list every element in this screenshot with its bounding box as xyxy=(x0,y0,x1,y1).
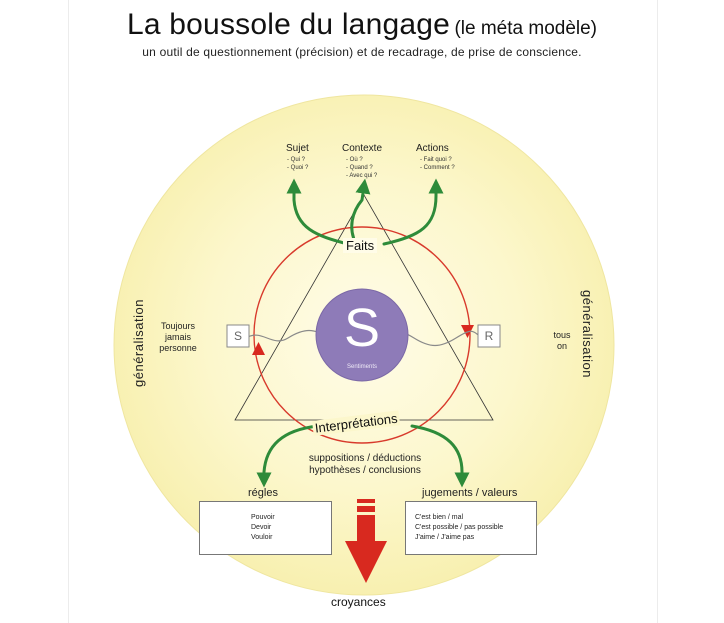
title-main: La boussole du langage xyxy=(126,8,450,41)
generalisation-left: généralisation xyxy=(131,299,146,387)
category-contexte-label: Contexte xyxy=(342,143,383,154)
category-actions-questions xyxy=(420,156,455,172)
generalisation-right: généralisation xyxy=(580,290,595,378)
hypotheses-line: hypothèses / conclusions xyxy=(309,465,421,476)
regles-title: régles xyxy=(248,487,278,499)
response-letter: R xyxy=(484,329,494,343)
generalisation-word: Toujours xyxy=(160,321,196,331)
category-contexte-questions xyxy=(346,156,377,180)
sentiments-letter: S xyxy=(343,298,381,358)
jugements-title: jugements / valeurs xyxy=(422,487,518,499)
generalisation-word: tous xyxy=(553,330,571,340)
category-sujet-label: Sujet xyxy=(286,143,309,154)
jugement-item: C'est bien / mal xyxy=(415,514,464,521)
regle-item: Pouvoir xyxy=(251,514,275,521)
category-sujet-questions xyxy=(287,156,308,172)
page-subtitle: un outil de questionnement (précision) et de recadrage, de prise de conscience. xyxy=(142,45,582,59)
question-item: - Fait quoi ? xyxy=(420,157,452,163)
right-generalisation-words xyxy=(542,330,582,352)
question-item: - Quoi ? xyxy=(287,165,309,171)
left-generalisation-words xyxy=(150,321,206,354)
question-item: - Qui ? xyxy=(287,157,306,163)
jugement-item: J'aime / J'aime pas xyxy=(415,534,475,541)
question-item: - Quand ? xyxy=(346,165,373,171)
question-item: - Comment ? xyxy=(420,165,455,171)
croyances-label: croyances xyxy=(331,595,386,609)
hypotheses-line: suppositions / déductions xyxy=(308,453,422,464)
faits-label: Faits xyxy=(343,238,377,253)
generalisation-word: jamais xyxy=(164,332,191,342)
sentiments-caption: Sentiments xyxy=(346,364,377,370)
generalisation-word: on xyxy=(556,341,567,351)
generalisation-word: personne xyxy=(159,343,197,353)
jugements-list xyxy=(415,513,503,543)
jugement-item: C'est possible / pas possible xyxy=(415,524,504,531)
jugements-box xyxy=(405,501,537,555)
regle-item: Vouloir xyxy=(251,534,273,541)
title-parenthetical: (le méta modèle) xyxy=(454,18,598,39)
stimulus-letter: S xyxy=(233,329,242,343)
regles-list xyxy=(251,513,275,543)
regle-item: Devoir xyxy=(251,524,272,531)
interpretations-label: Interprétations xyxy=(313,410,399,436)
regles-box xyxy=(199,501,332,555)
hypotheses-text xyxy=(290,453,440,477)
question-item: - Où ? xyxy=(346,157,363,163)
category-actions-label: Actions xyxy=(416,143,449,154)
question-item: - Avec qui ? xyxy=(346,173,378,179)
